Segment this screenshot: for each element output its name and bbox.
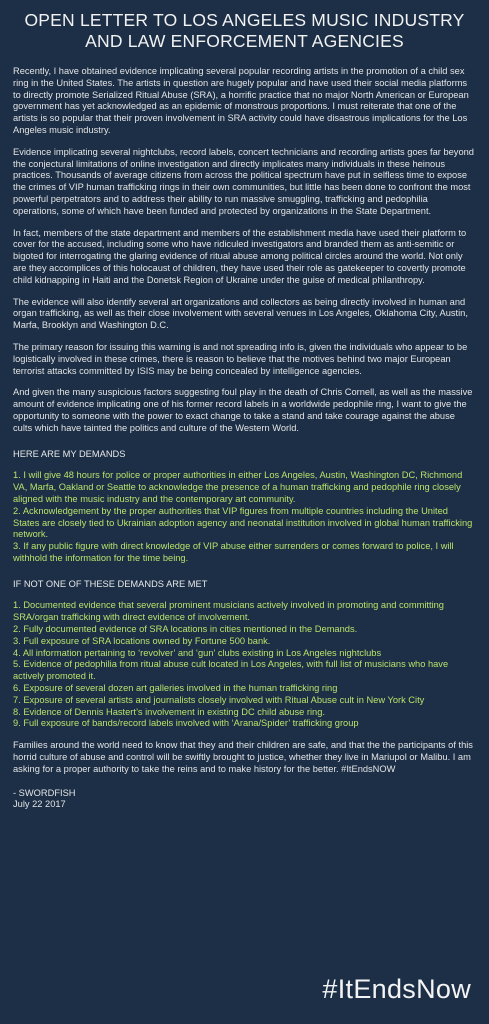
letter-date: July 22 2017: [13, 799, 66, 810]
paragraph-evidence: Evidence implicating several nightclubs, record labels, concert technicians and recording artists goes far beyond the conjectural limitations of online investigation and directly implicates many individuals in these heinous practices. Thousands of average citizens from across the political spectrum have put in selfless time to expose the crimes of VIP human trafficking rings in their own communities, but little has been done to confront the most powerful perpetrators and to address their ability to run massive smuggling, trafficking and pedophilia operations, some of which have been funded and protected by organizations in the State Department.: [13, 146, 474, 216]
consequence-item: 8. Evidence of Dennis Hastert’s involvement in existing DC child abuse ring.: [13, 706, 325, 717]
paragraph-state-department: In fact, members of the state department and members of the establishment media have used their platform to cover for the accused, including some who have ridiculed investigators and branded them as anti-semitic or bigoted for interrogating the glaring evidence of ritual abuse among political circles around the world. Not only are they accomplices of this holocaust of children, they have used their role as gatekeeper to covertly promote child kidnapping in Haiti and the Donetsk Region of Ukraine under the guise of medical philanthropy.: [13, 227, 467, 285]
hashtag-footer: #ItEndsNow: [322, 974, 471, 1004]
consequence-item: 6. Exposure of several dozen art galleries involved in the human trafficking ring: [13, 683, 338, 694]
signature: - SWORDFISH: [13, 787, 76, 798]
consequences-heading: IF NOT ONE OF THESE DEMANDS ARE MET: [13, 578, 208, 589]
consequence-item: 4. All information pertaining to ‘revolver’ and ‘gun’ clubs existing in Los Angeles nightclubs: [13, 647, 382, 658]
demands-heading: HERE ARE MY DEMANDS: [13, 448, 126, 459]
consequence-item: 9. Full exposure of bands/record labels involved with ‘Arana/Spider’ trafficking group: [13, 718, 359, 729]
demand-item: 2. Acknowledgement by the proper authorities that VIP figures from multiple countries including the United States are closely tied to Ukrainian adoption agency and neonatal institution involved in global human trafficking network.: [13, 505, 473, 540]
demand-item: 1. I will give 48 hours for police or proper authorities in either Los Angeles, Austin, Washington DC, Richmond VA, Marfa, Oakland or Seattle to acknowledge the presence of a human trafficking and pedophile ring closely aligned with the music industry and the contemporary art community.: [13, 470, 463, 504]
demands-list: [13, 470, 476, 564]
consequence-item: 3. Full exposure of SRA locations owned by Fortune 500 bank.: [13, 635, 271, 646]
paragraph-primary-reason: The primary reason for issuing this warning is and not spreading info is, given the individuals who appear to be logistically involved in these crimes, there is reason to believe that the motives behind two major European terrorist attacks committed by ISIS may be being concealed by intelligence agencies.: [13, 341, 468, 376]
consequences-list: [13, 600, 476, 730]
consequence-item: 7. Exposure of several artists and journalists closely involved with Ritual Abuse cult in New York City: [13, 694, 425, 705]
letter-title: OPEN LETTER TO LOS ANGELES MUSIC INDUSTRY AND LAW ENFORCEMENT AGENCIES: [24, 10, 465, 51]
paragraph-closing: Families around the world need to know that they and their children are safe, and that the the participants of this horrid culture of abuse and control will be swiftly brought to justice, whether they live in Mariupol or Malibu. I am asking for a proper authority to take the reins and to make history for the better. #ItEndsNOW: [13, 740, 473, 774]
demand-item: 3. If any public figure with direct knowledge of VIP abuse either surrenders or comes forward to police, I will withhold the information for the time being.: [13, 541, 454, 563]
consequence-item: 1. Documented evidence that several prominent musicians actively involved in promoting and committing SRA/organ trafficking with direct evidence of involvement.: [13, 600, 444, 623]
consequence-item: 2. Fully documented evidence of SRA locations in cities mentioned in the Demands.: [13, 624, 358, 635]
paragraph-intro: Recently, I have obtained evidence implicating several popular recording artists in the promotion of a child sex ring in the United States. The artists in question are hugely popular and have used their social media platforms to directly promote Serialized Ritual Abuse (SRA), a horrific practice that no major North American or European government has yet acknowledged as an epidemic of monstrous proportions. I must reiterate that one of the artists is so popular that their proven involvement in SRA activity could have disastrous implications for the Los Angeles music industry.: [13, 66, 469, 135]
consequence-item: 5. Evidence of pedophilia from ritual abuse cult located in Los Angeles, with full list of musicians who have actively promoted it.: [13, 659, 449, 682]
paragraph-chris-cornell: And given the many suspicious factors suggesting foul play in the death of Chris Cornell, as well as the massive amount of evidence implicating one of his former record labels in a worldwide pedophile ring, I want to give the opportunity to someone with the power to exact change to take a stand and take courage against the abuse cults which have tainted the politics and culture of the Western World.: [13, 387, 473, 433]
paragraph-art-organizations: The evidence will also identify several art organizations and collectors as being directly involved in human and organ trafficking, as well as their close involvement with several venues in Los Angeles, Oklahoma City, Austin, Marfa, Brooklyn and Washington D.C.: [13, 296, 468, 331]
